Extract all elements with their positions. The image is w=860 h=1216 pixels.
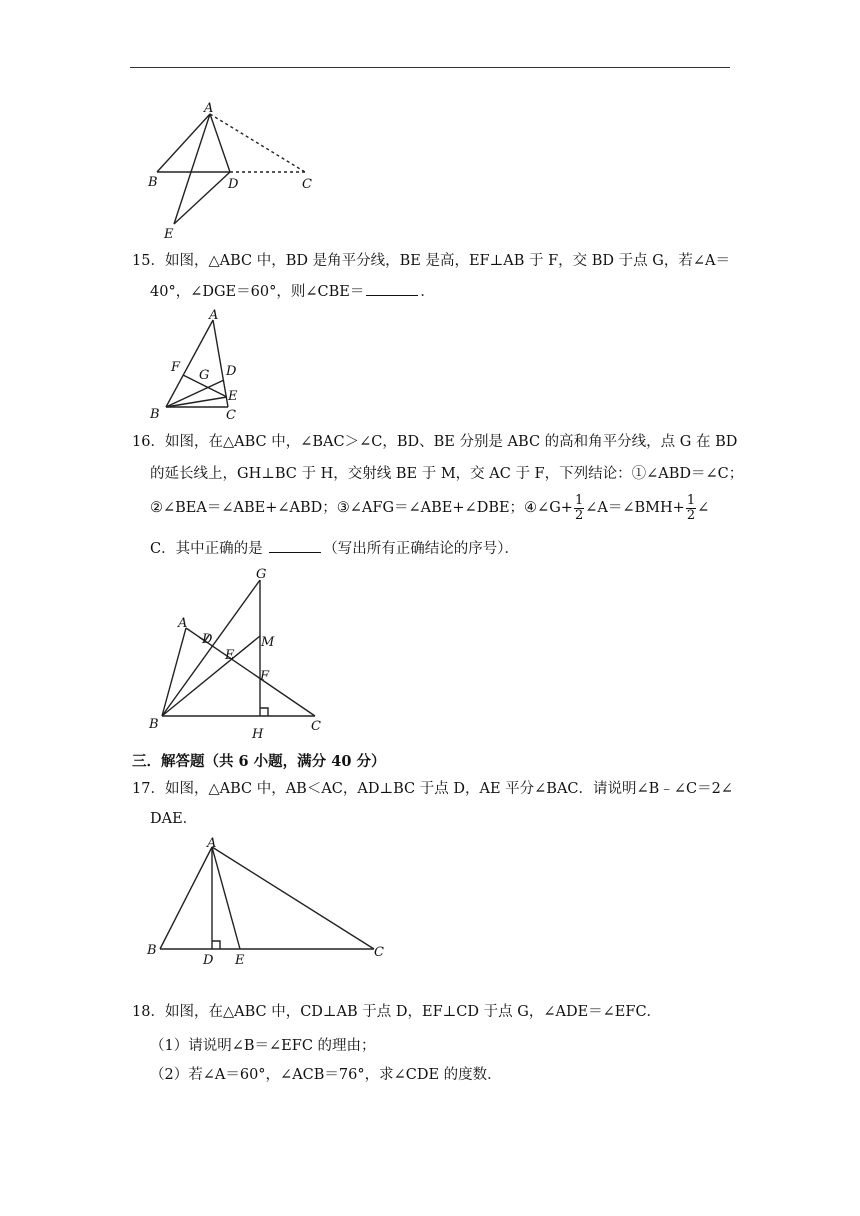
- fig17-label-c: C: [374, 945, 384, 960]
- fig14-segment-ab: [157, 114, 210, 172]
- fig16-right-angle-h: [260, 708, 268, 716]
- fig16-label-e: E: [225, 648, 235, 663]
- q16-answer-blank[interactable]: [269, 540, 321, 553]
- q16-line-2: 的延长线上，GH⊥BC 于 H，交射线 BE 于 M，交 AC 于 F，下列结论：①∠ABD＝∠C；: [150, 466, 744, 482]
- fig17-label-a: A: [207, 836, 217, 851]
- q16-line-4: [132, 540, 750, 558]
- fig14-segment-ac: [210, 114, 305, 172]
- q15-line-2-end: ．: [420, 284, 435, 300]
- figure-15: [142, 305, 252, 425]
- fig14-label-b: B: [148, 175, 158, 190]
- fig15-label-a: A: [209, 308, 219, 323]
- fig15-label-d: D: [226, 364, 237, 379]
- fig15-label-g: G: [199, 368, 210, 383]
- fig14-segment-ad: [210, 114, 230, 172]
- fraction-half-2: [686, 494, 696, 522]
- fig17-right-angle-d: [212, 941, 220, 949]
- fig16-segment-ab: [162, 628, 186, 716]
- fraction-half-1: [574, 494, 584, 522]
- fig16-label-h: H: [252, 727, 264, 742]
- fig14-label-a: A: [204, 101, 214, 116]
- q18-sub-2: （2）若∠A＝60°，∠ACB＝76°，求∠CDE 的度数．: [150, 1067, 502, 1083]
- figure-14: [140, 100, 340, 245]
- fig14-label-c: C: [302, 177, 312, 192]
- q16-line-4-part-1: C．其中正确的是: [150, 541, 263, 557]
- q16-line-3-part-2: ∠A＝∠BMH+: [585, 500, 685, 517]
- q16-line-3-part-1: ②∠BEA＝∠ABE+∠ABD；③∠AFG＝∠ABE+∠DBE；④∠G+: [150, 500, 573, 517]
- fig17-label-e: E: [235, 953, 245, 968]
- q18-line-1: 18．如图，在△ABC 中，CD⊥AB 于点 D，EF⊥CD 于点 G，∠ADE＝∠EFC．: [132, 1004, 662, 1020]
- fig15-label-f: F: [171, 360, 181, 375]
- q15-answer-blank[interactable]: [366, 283, 418, 296]
- q15-line-2-text: 40°，∠DGE＝60°，则∠CBE＝: [150, 284, 365, 300]
- q16-line-3: [132, 494, 750, 522]
- section-3-heading: 三．解答题（共 6 小题，满分 40 分）: [132, 753, 386, 770]
- fig16-label-d: D: [202, 632, 213, 647]
- q15-line-2: [132, 283, 732, 301]
- q16-line-4-part-2: （写出所有正确结论的序号）．: [323, 541, 519, 557]
- q16-line-3-part-3: ∠: [697, 500, 710, 517]
- fraction-1-denominator: 2: [574, 507, 584, 523]
- q18-sub-1: （1）请说明∠B＝∠EFC 的理由；: [150, 1038, 376, 1054]
- fig15-label-c: C: [226, 408, 236, 423]
- fraction-2-numerator: 1: [686, 493, 696, 508]
- fig17-label-b: B: [147, 943, 157, 958]
- q17-line-1: 17．如图，△ABC 中，AB＜AC，AD⊥BC 于点 D，AE 平分∠BAC．请说明∠B﹣∠C＝2∠: [132, 781, 733, 797]
- fig17-segment-ab: [160, 847, 212, 949]
- fraction-2-denominator: 2: [686, 507, 696, 523]
- fig15-label-b: B: [150, 407, 160, 422]
- fig16-label-b: B: [149, 717, 159, 732]
- fraction-1-numerator: 1: [574, 493, 584, 508]
- fig16-label-g: G: [256, 567, 267, 582]
- figure-16: [140, 560, 340, 745]
- fig16-label-m: M: [261, 635, 275, 650]
- fig14-label-d: D: [228, 177, 239, 192]
- fig15-label-e: E: [228, 389, 238, 404]
- figure-17: [140, 830, 400, 970]
- fig14-label-e: E: [164, 227, 174, 242]
- fig16-label-a: A: [178, 616, 188, 631]
- header-rule: [130, 67, 730, 68]
- fig17-label-d: D: [203, 953, 214, 968]
- fig16-label-c: C: [311, 719, 321, 734]
- q16-line-1: 16．如图，在△ABC 中，∠BAC＞∠C，BD、BE 分别是 ABC 的高和角平分线，点 G 在 BD: [132, 434, 738, 450]
- q17-line-2: DAE．: [150, 811, 198, 827]
- q15-line-1: 15．如图，△ABC 中，BD 是角平分线，BE 是高，EF⊥AB 于 F，交 BD 于点 G，若∠A＝: [132, 253, 730, 269]
- fig16-label-f: F: [260, 669, 270, 684]
